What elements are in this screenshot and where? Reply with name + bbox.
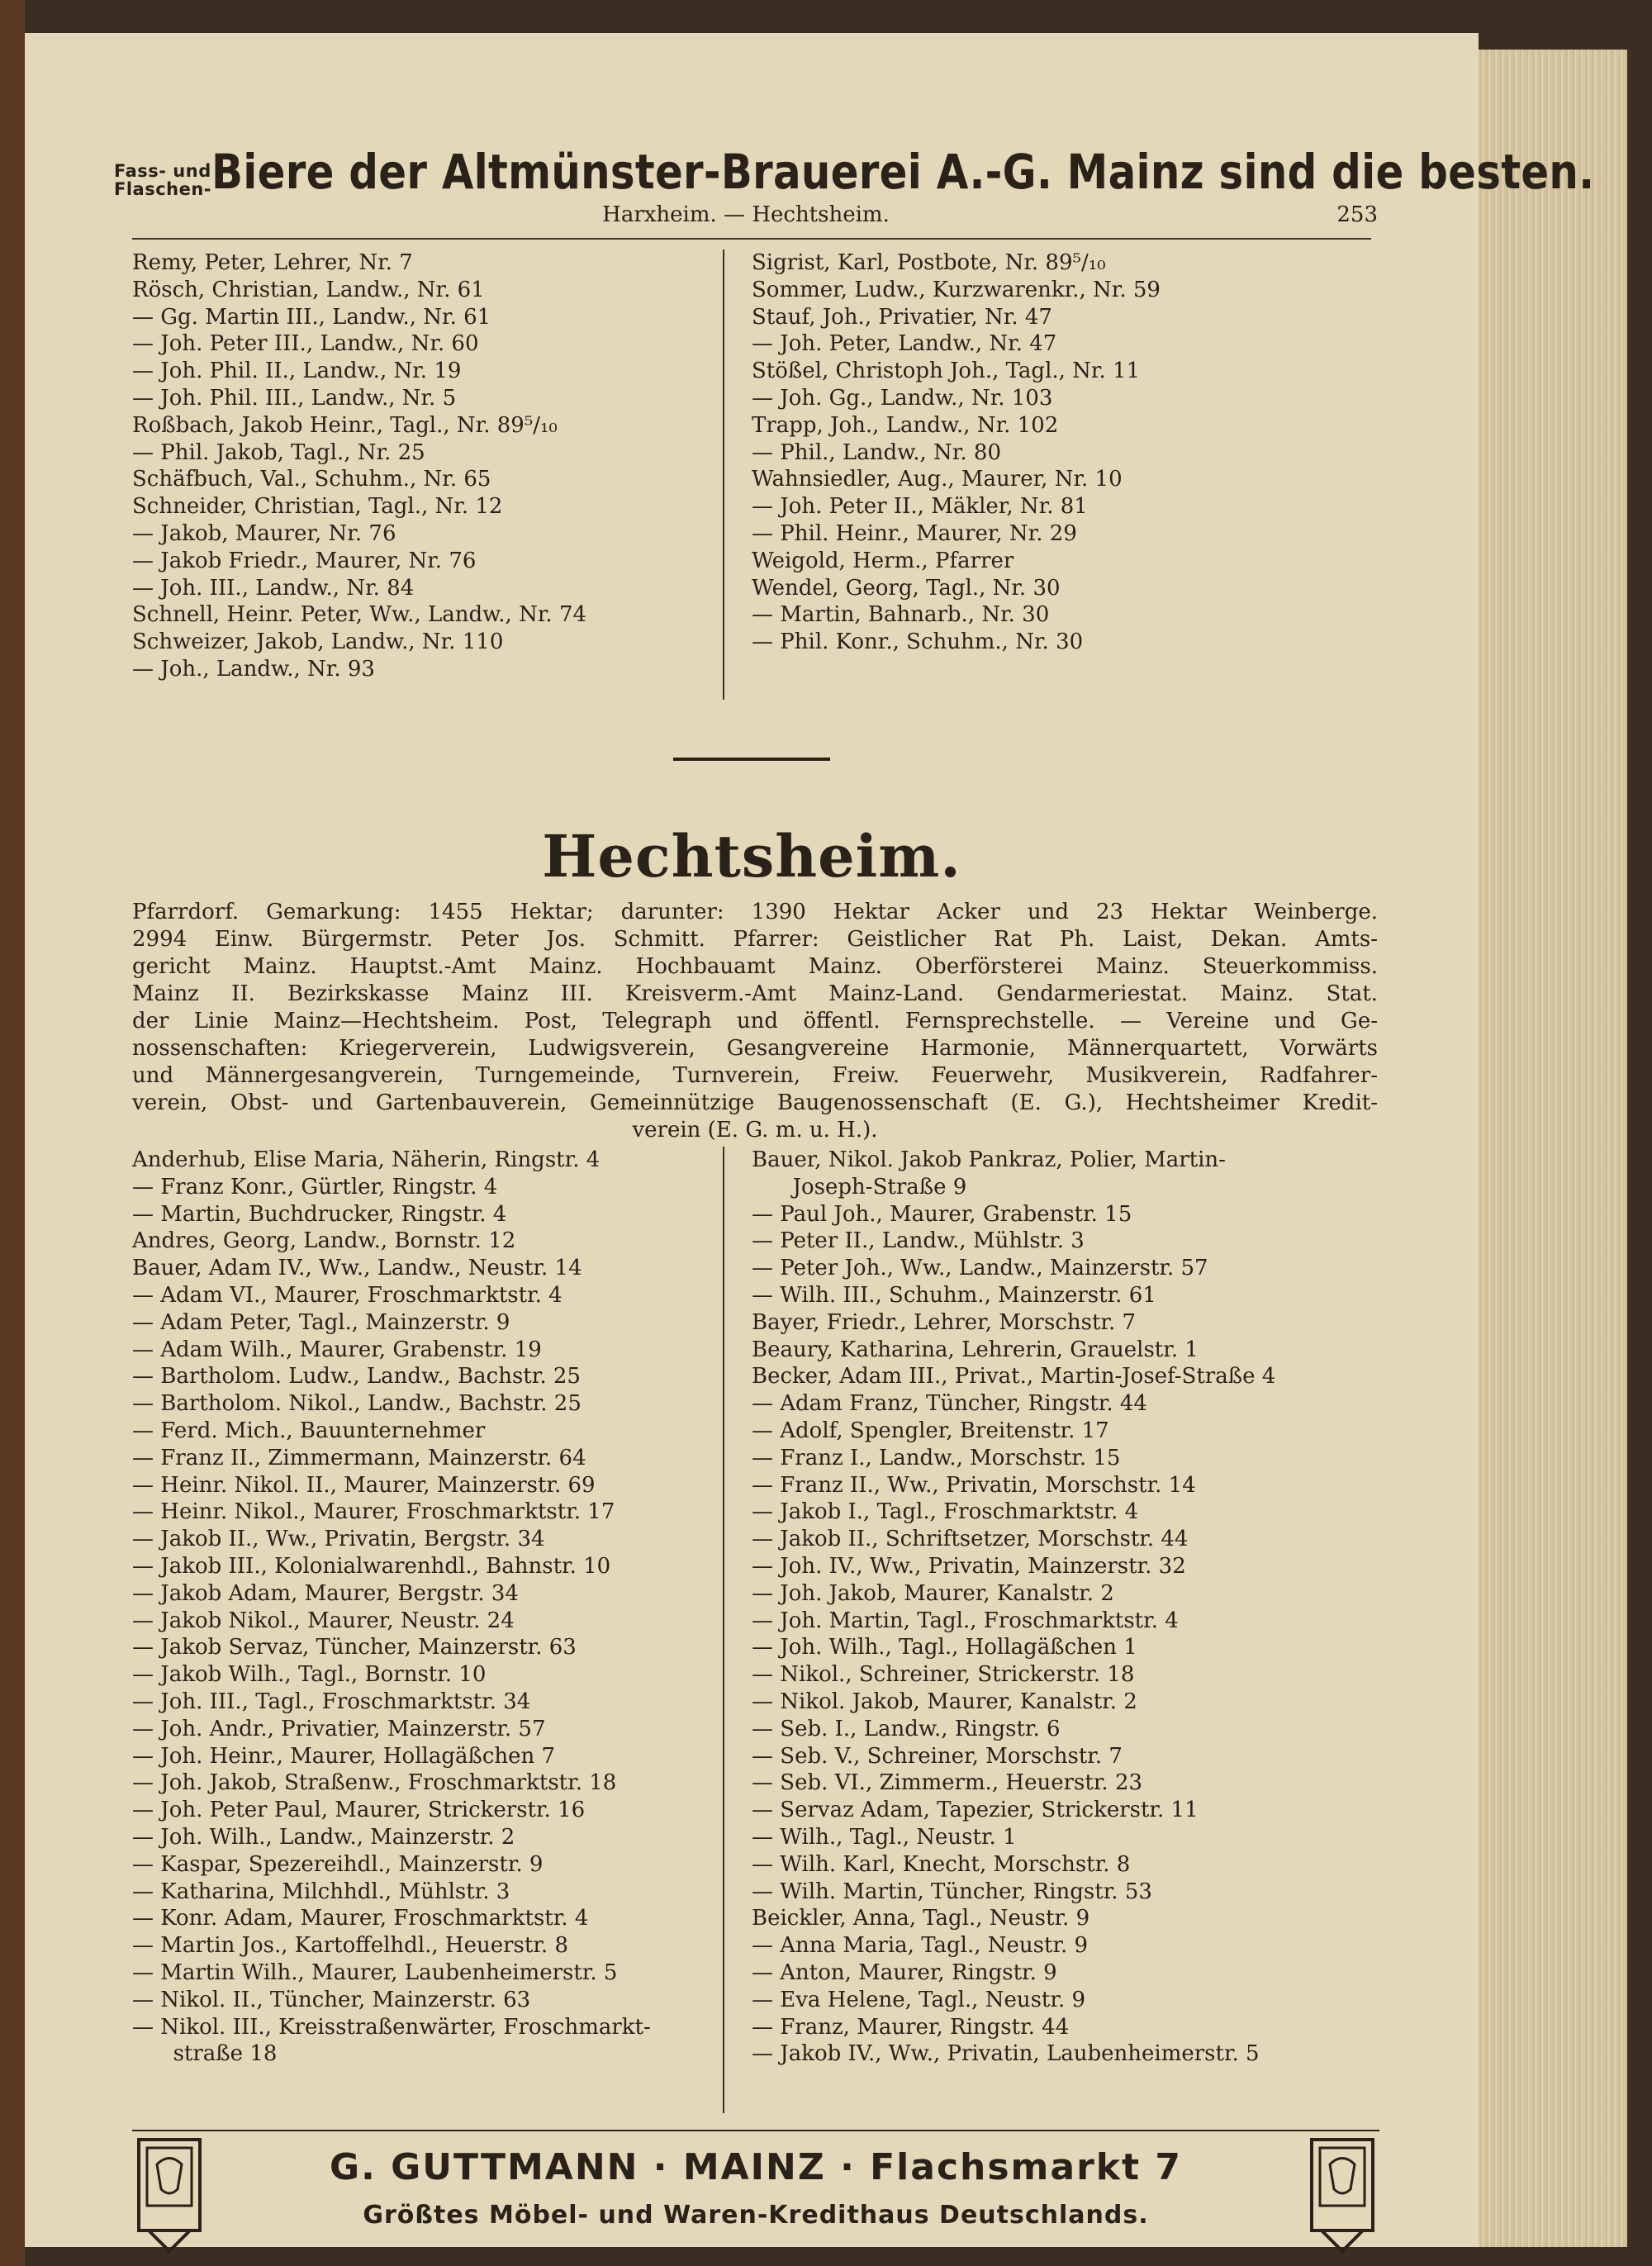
running-title: Harxheim. — Hechtsheim. [602, 202, 890, 227]
directory-entry: — Wilh. Karl, Knecht, Morschstr. 8 [752, 1851, 1131, 1877]
directory-entry: — Wilh. Martin, Tüncher, Ringstr. 53 [752, 1879, 1152, 1904]
directory-entry: — Nikol. II., Tüncher, Mainzerstr. 63 [132, 1987, 531, 2012]
directory-entry: — Joh. Peter II., Mäkler, Nr. 81 [752, 494, 1088, 520]
intro-line: 2994 Einw. Bürgermstr. Peter Jos. Schmitt. Pfarrer: Geistlicher Rat Ph. Laist, Dekan. Amts- [132, 927, 1378, 952]
banner-small-text [114, 162, 211, 198]
directory-entry: — Seb. VI., Zimmerm., Heuerstr. 23 [752, 1770, 1143, 1796]
directory-entry: — Jakob Wilh., Tagl., Bornstr. 10 [132, 1662, 487, 1688]
directory-entry: — Jakob, Maurer, Nr. 76 [132, 520, 396, 546]
directory-entry: — Jakob IV., Ww., Privatin, Laubenheimerstr. 5 [752, 2041, 1260, 2067]
directory-entry: Roßbach, Jakob Heinr., Tagl., Nr. 89⁵/₁₀ [132, 412, 558, 438]
directory-entry: straße 18 [132, 2041, 278, 2067]
banner-small-line-1: Fass- und [114, 161, 211, 181]
intro-line: Mainz II. Bezirkskasse Mainz III. Kreisverm.-Amt Mainz-Land. Gendarmeriestat. Mainz. Stat. [132, 981, 1378, 1006]
intro-line: verein (E. G. m. u. H.). [632, 1118, 878, 1143]
book-spine [0, 0, 25, 2266]
directory-entry: Schneider, Christian, Tagl., Nr. 12 [132, 494, 503, 520]
directory-entry: Beaury, Katharina, Lehrerin, Grauelstr. 1 [752, 1337, 1199, 1362]
directory-entry: Bauer, Adam IV., Ww., Landw., Neustr. 14 [132, 1256, 582, 1281]
directory-entry: — Phil., Landw., Nr. 80 [752, 439, 1001, 465]
directory-entry: — Wilh., Tagl., Neustr. 1 [752, 1824, 1017, 1850]
directory-entry: — Joh. Martin, Tagl., Froschmarktstr. 4 [752, 1608, 1179, 1633]
directory-entry: Beickler, Anna, Tagl., Neustr. 9 [752, 1906, 1090, 1931]
directory-entry: — Joh. III., Landw., Nr. 84 [132, 575, 415, 601]
intro-line: gericht Mainz. Hauptst.-Amt Mainz. Hochbauamt Mainz. Oberförsterei Mainz. Steuerkommiss. [132, 954, 1378, 979]
directory-entry: — Heinr. Nikol. II., Maurer, Mainzerstr. 69 [132, 1472, 596, 1498]
hechtsheim-right-column [752, 1147, 1275, 2068]
directory-entry: Andres, Georg, Landw., Bornstr. 12 [132, 1228, 516, 1254]
ad-headline: G. GUTTMANN · MAINZ · Flachsmarkt 7 [329, 2146, 1183, 2188]
page-number: 253 [1336, 202, 1378, 227]
ad-rule [132, 2130, 1379, 2131]
directory-entry: Wendel, Georg, Tagl., Nr. 30 [752, 575, 1061, 601]
directory-entry: — Jakob I., Tagl., Froschmarktstr. 4 [752, 1499, 1139, 1525]
directory-entry: — Jakob II., Ww., Privatin, Bergstr. 34 [132, 1527, 545, 1552]
directory-entry: — Jakob II., Schriftsetzer, Morschstr. 44 [752, 1527, 1189, 1552]
hechtsheim-left-column [132, 1147, 651, 2068]
directory-entry: Stößel, Christoph Joh., Tagl., Nr. 11 [752, 359, 1141, 384]
directory-entry: — Adam VI., Maurer, Froschmarktstr. 4 [132, 1282, 563, 1308]
directory-entry: — Joh. Peter III., Landw., Nr. 60 [132, 331, 479, 357]
directory-entry: — Anna Maria, Tagl., Neustr. 9 [752, 1933, 1089, 1959]
directory-entry: — Jakob Adam, Maurer, Bergstr. 34 [132, 1580, 519, 1606]
directory-entry: Rösch, Christian, Landw., Nr. 61 [132, 277, 485, 302]
intro-line: verein, Obst- und Gartenbauverein, Gemeinnützige Baugenossenschaft (E. G.), Hechtsheimer Kredit- [132, 1090, 1378, 1115]
directory-entry: Joseph-Straße 9 [752, 1174, 967, 1200]
directory-entry: Bauer, Nikol. Jakob Pankraz, Polier, Martin- [752, 1147, 1226, 1172]
directory-entry: — Katharina, Milchhdl., Mühlstr. 3 [132, 1879, 510, 1904]
directory-entry: — Joh., Landw., Nr. 93 [132, 656, 375, 682]
directory-entry: — Peter Joh., Ww., Landw., Mainzerstr. 57 [752, 1256, 1208, 1281]
ad-tagline: Größtes Möbel- und Waren-Kredithaus Deutschlands. [363, 2201, 1149, 2230]
directory-entry: — Joh. Andr., Privatier, Mainzerstr. 57 [132, 1716, 546, 1741]
directory-entry: — Martin, Bahnarb., Nr. 30 [752, 602, 1050, 628]
directory-entry: — Adam Wilh., Maurer, Grabenstr. 19 [132, 1337, 542, 1362]
directory-entry: — Joh. Jakob, Straßenw., Froschmarktstr. 18 [132, 1770, 617, 1796]
directory-entry: — Adam Peter, Tagl., Mainzerstr. 9 [132, 1309, 510, 1335]
directory-entry: — Franz I., Landw., Morschstr. 15 [752, 1445, 1121, 1470]
directory-entry: — Franz Konr., Gürtler, Ringstr. 4 [132, 1174, 498, 1200]
page-edges [1479, 50, 1627, 2247]
directory-entry: — Franz II., Zimmermann, Mainzerstr. 64 [132, 1445, 586, 1470]
running-head [114, 202, 1378, 235]
directory-entry: — Bartholom. Ludw., Landw., Bachstr. 25 [132, 1364, 581, 1390]
directory-entry: — Joh. Wilh., Landw., Mainzerstr. 2 [132, 1824, 515, 1850]
directory-entry: — Nikol. III., Kreisstraßenwärter, Froschmarkt- [132, 2014, 651, 2040]
directory-entry: Weigold, Herm., Pfarrer [752, 548, 1014, 573]
harxheim-left-column [132, 249, 586, 683]
directory-entry: — Konr. Adam, Maurer, Froschmarktstr. 4 [132, 1906, 589, 1931]
directory-entry: — Joh. III., Tagl., Froschmarktstr. 34 [132, 1689, 531, 1714]
directory-entry: — Seb. I., Landw., Ringstr. 6 [752, 1716, 1061, 1741]
directory-entry: — Phil. Heinr., Maurer, Nr. 29 [752, 520, 1077, 546]
header-banner [114, 140, 1595, 200]
directory-entry: — Joh. Wilh., Tagl., Hollagäßchen 1 [752, 1635, 1137, 1660]
directory-entry: Sommer, Ludw., Kurzwarenkr., Nr. 59 [752, 277, 1161, 302]
directory-entry: Wahnsiedler, Aug., Maurer, Nr. 10 [752, 467, 1123, 492]
directory-entry: — Jakob Friedr., Maurer, Nr. 76 [132, 548, 477, 573]
directory-entry: — Anton, Maurer, Ringstr. 9 [752, 1960, 1057, 1985]
directory-entry: — Servaz Adam, Tapezier, Strickerstr. 11 [752, 1798, 1199, 1823]
intro-line: nossenschaften: Kriegerverein, Ludwigsverein, Gesangvereine Harmonie, Männerquartett, Vorwärts [132, 1036, 1378, 1061]
directory-entry: — Franz, Maurer, Ringstr. 44 [752, 2014, 1070, 2040]
advertisement [132, 2141, 1379, 2249]
directory-entry: — Joh. Phil. III., Landw., Nr. 5 [132, 385, 457, 411]
directory-entry: Anderhub, Elise Maria, Näherin, Ringstr. 4 [132, 1147, 601, 1172]
directory-entry: — Martin Wilh., Maurer, Laubenheimerstr. 5 [132, 1960, 618, 1985]
page [25, 33, 1595, 2247]
directory-entry: Schnell, Heinr. Peter, Ww., Landw., Nr. 74 [132, 602, 587, 628]
directory-entry: Stauf, Joh., Privatier, Nr. 47 [752, 304, 1052, 330]
directory-entry: — Bartholom. Nikol., Landw., Bachstr. 25 [132, 1391, 582, 1417]
column-divider-2 [723, 1147, 724, 2113]
directory-entry: — Phil. Konr., Schuhm., Nr. 30 [752, 629, 1084, 655]
directory-entry: Trapp, Joh., Landw., Nr. 102 [752, 412, 1059, 438]
directory-entry: — Adam Franz, Tüncher, Ringstr. 44 [752, 1391, 1147, 1417]
directory-entry: — Peter II., Landw., Mühlstr. 3 [752, 1228, 1085, 1254]
directory-entry: Becker, Adam III., Privat., Martin-Josef-Straße 4 [752, 1364, 1276, 1390]
directory-entry: — Wilh. III., Schuhm., Mainzerstr. 61 [752, 1282, 1156, 1308]
directory-entry: — Seb. V., Schreiner, Morschstr. 7 [752, 1743, 1123, 1769]
harxheim-right-column [752, 249, 1161, 656]
directory-entry: — Joh. Phil. II., Landw., Nr. 19 [132, 359, 462, 384]
directory-entry: Sigrist, Karl, Postbote, Nr. 89⁵/₁₀ [752, 250, 1106, 275]
directory-entry: Schweizer, Jakob, Landw., Nr. 110 [132, 629, 504, 655]
directory-entry: — Phil. Jakob, Tagl., Nr. 25 [132, 439, 425, 465]
intro-line: der Linie Mainz—Hechtsheim. Post, Telegraph und öffentl. Fernsprechstelle. — Vereine und Ge- [132, 1009, 1378, 1033]
directory-entry: — Ferd. Mich., Bauunternehmer [132, 1418, 486, 1443]
directory-entry: Remy, Peter, Lehrer, Nr. 7 [132, 250, 413, 275]
directory-entry: — Martin Jos., Kartoffelhdl., Heuerstr. 8 [132, 1933, 568, 1959]
directory-entry: — Paul Joh., Maurer, Grabenstr. 15 [752, 1201, 1132, 1227]
hechtsheim-intro [132, 899, 1378, 1144]
directory-entry: — Jakob III., Kolonialwarenhdl., Bahnstr. 10 [132, 1553, 611, 1579]
section-heading: Hechtsheim. [542, 822, 961, 891]
directory-entry: — Joh. Heinr., Maurer, Hollagäßchen 7 [132, 1743, 556, 1769]
directory-entry: — Jakob Nikol., Maurer, Neustr. 24 [132, 1608, 515, 1633]
column-divider [723, 249, 724, 700]
directory-entry: — Nikol., Schreiner, Strickerstr. 18 [752, 1662, 1135, 1688]
directory-entry: — Adolf, Spengler, Breitenstr. 17 [752, 1418, 1109, 1443]
directory-entry: — Martin, Buchdrucker, Ringstr. 4 [132, 1201, 507, 1227]
directory-entry: — Joh. IV., Ww., Privatin, Mainzerstr. 32 [752, 1553, 1186, 1579]
directory-entry: Schäfbuch, Val., Schuhm., Nr. 65 [132, 467, 491, 492]
directory-entry: — Joh. Gg., Landw., Nr. 103 [752, 385, 1053, 411]
section-separator [673, 758, 830, 761]
intro-line: Pfarrdorf. Gemarkung: 1455 Hektar; darunter: 1390 Hektar Acker und 23 Hektar Weinberge. [132, 900, 1378, 924]
directory-entry: — Gg. Martin III., Landw., Nr. 61 [132, 304, 491, 330]
directory-entry: — Eva Helene, Tagl., Neustr. 9 [752, 1987, 1086, 2012]
directory-entry: — Joh. Peter, Landw., Nr. 47 [752, 331, 1057, 357]
header-rule [132, 238, 1371, 240]
directory-entry: — Franz II., Ww., Privatin, Morschstr. 14 [752, 1472, 1196, 1498]
directory-entry: — Nikol. Jakob, Maurer, Kanalstr. 2 [752, 1689, 1137, 1714]
directory-entry: — Jakob Servaz, Tüncher, Mainzerstr. 63 [132, 1635, 577, 1660]
intro-line: und Männergesangverein, Turngemeinde, Turnverein, Freiw. Feuerwehr, Musikverein, Radfahrer- [132, 1063, 1378, 1088]
banner-slogan: Biere der Altmünster-Brauerei A.-G. Mainz sind die besten. [211, 144, 1595, 200]
directory-entry: — Kaspar, Spezereihdl., Mainzerstr. 9 [132, 1851, 544, 1877]
directory-entry: Bayer, Friedr., Lehrer, Morschstr. 7 [752, 1309, 1137, 1335]
directory-entry: — Heinr. Nikol., Maurer, Froschmarktstr. 17 [132, 1499, 615, 1525]
banner-small-line-2: Flaschen- [114, 179, 212, 199]
directory-entry: — Joh. Jakob, Maurer, Kanalstr. 2 [752, 1580, 1114, 1606]
directory-entry: — Joh. Peter Paul, Maurer, Strickerstr. 16 [132, 1798, 586, 1823]
